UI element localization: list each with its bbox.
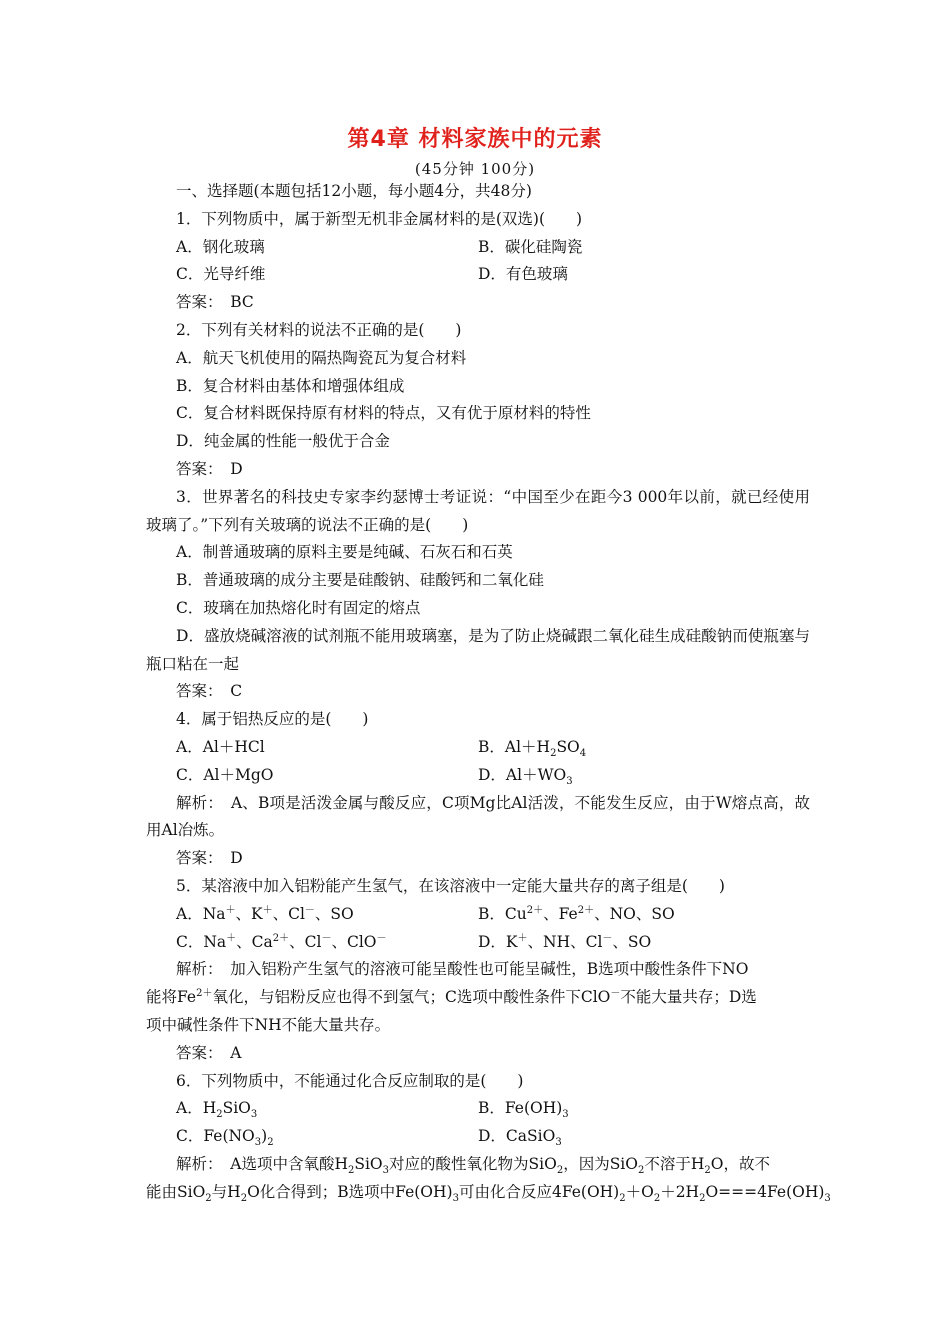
option-c: C．复合材料既保持原有材料的特点，又有优于原材料的特性 [176,404,591,423]
option-b: B．$Cu^{2+}$、$Fe^{2+}$、NO、SO [478,904,675,923]
question-4-options-cd [146,762,810,790]
question-6-options-cd [146,1123,810,1151]
option-b: B．普通玻璃的成分主要是硅酸钠、硅酸钙和二氧化硅 [176,571,544,590]
question-5-analysis-line-2: 能将$Fe^{2+}$氧化，与铝粉反应也得不到氢气；C选项中酸性条件下ClO－不能大量共存；D选 [146,987,757,1007]
document-subtitle: (45分钟 100分) [414,160,536,178]
question-5-options-cd [146,929,810,957]
question-1-answer: 答案： BC [176,293,254,312]
question-5-answer: 答案： A [176,1043,242,1062]
option-d: D．盛放烧碱溶液的试剂瓶不能用玻璃塞，是为了防止烧碱跟二氧化硅生成硅酸钠而使瓶塞与瓶口粘在一起 [146,626,810,673]
question-3-answer: 答案： C [176,682,243,701]
question-6-analysis-line-2: 能由SiO$_2$与$H_2O$化合得到；B选项中$Fe(OH)_3$可由化合反应$4Fe(OH)_2+O_2+2H_2O===4Fe(OH)_3$ [146,1182,831,1204]
option-b: B．$Al+H_2SO_4$ [478,737,587,760]
option-a: A．航天飞机使用的隔热陶瓷瓦为复合材料 [176,348,467,367]
question-2-answer: 答案： D [176,459,243,478]
question-6-stem: 6．下列物质中，不能通过化合反应制取的是( ) [176,1071,524,1090]
question-6-options-ab [146,1095,810,1123]
question-3-stem: 3．世界著名的科技史专家李约瑟博士考证说：“中国至少在距今3 000年以前，就已经使用玻璃了。”下列有关玻璃的说法不正确的是( ) [146,487,810,534]
option-a: A．钢化玻璃 [176,237,265,256]
option-b: B．复合材料由基体和增强体组成 [176,376,405,395]
option-a: A．Al＋HCl [176,737,265,756]
question-1-stem: 1．下列物质中，属于新型无机非金属材料的是(双选)( ) [176,209,583,228]
question-4-stem: 4．属于铝热反应的是( ) [176,710,369,729]
option-c: C．光导纤维 [176,265,266,284]
option-a: A．$H_2SiO_3$ [176,1099,258,1121]
section-header: 一、选择题(本题包括12小题，每小题4分，共48分) [176,182,532,200]
question-1-options-cd [146,261,810,289]
option-d: D．纯金属的性能一般优于合金 [176,432,390,451]
document-body [146,178,831,1206]
question-6-analysis-line-1: 解析： A选项中含氧酸$H_2SiO_3$对应的酸性氧化物为SiO$_2$，因为SiO$_2$不溶于$H_2O$，故不 [176,1154,770,1176]
option-c: C．Na＋、$Ca^{2+}$、Cl－、ClO－ [176,932,387,951]
question-5-options-ab [146,901,810,929]
option-b: B．$Fe(OH)_3$ [478,1099,569,1121]
document-title: 第4章 材料家族中的元素 [347,127,603,152]
option-c: C．$Fe(NO_3)_2$ [176,1127,274,1149]
option-d: D．$Al+WO_3$ [478,765,573,787]
option-a: A．制普通玻璃的原料主要是纯碱、石灰石和石英 [176,543,513,562]
option-c: C．Al＋MgO [176,765,274,784]
question-5-stem: 5．某溶液中加入铝粉能产生氢气，在该溶液中一定能大量共存的离子组是( ) [176,876,725,895]
question-4-analysis: 解析： A、B项是活泼金属与酸反应，C项Mg比Al活泼，不能发生反应，由于W熔点高，故用Al冶炼。 [146,793,810,840]
option-d: D．CaSiO$_3$ [478,1127,562,1149]
question-4-answer: 答案： D [176,849,243,868]
question-4-options-ab [146,734,810,762]
option-a: A．Na＋、K＋、Cl－、SO [176,904,354,923]
option-b: B．碳化硅陶瓷 [478,237,583,256]
question-5-analysis-line-1: 解析： 加入铝粉产生氢气的溶液可能呈酸性也可能呈碱性，B选项中酸性条件下NO [176,960,749,979]
option-c: C．玻璃在加热熔化时有固定的熔点 [176,598,421,617]
question-1-options-ab [146,234,810,262]
question-5-analysis-line-3: 项中碱性条件下NH不能大量共存。 [146,1015,391,1034]
option-d: D．有色玻璃 [478,265,568,284]
question-2-stem: 2．下列有关材料的说法不正确的是( ) [176,320,462,339]
option-d: D．K＋、NH、Cl－、SO [478,932,652,951]
